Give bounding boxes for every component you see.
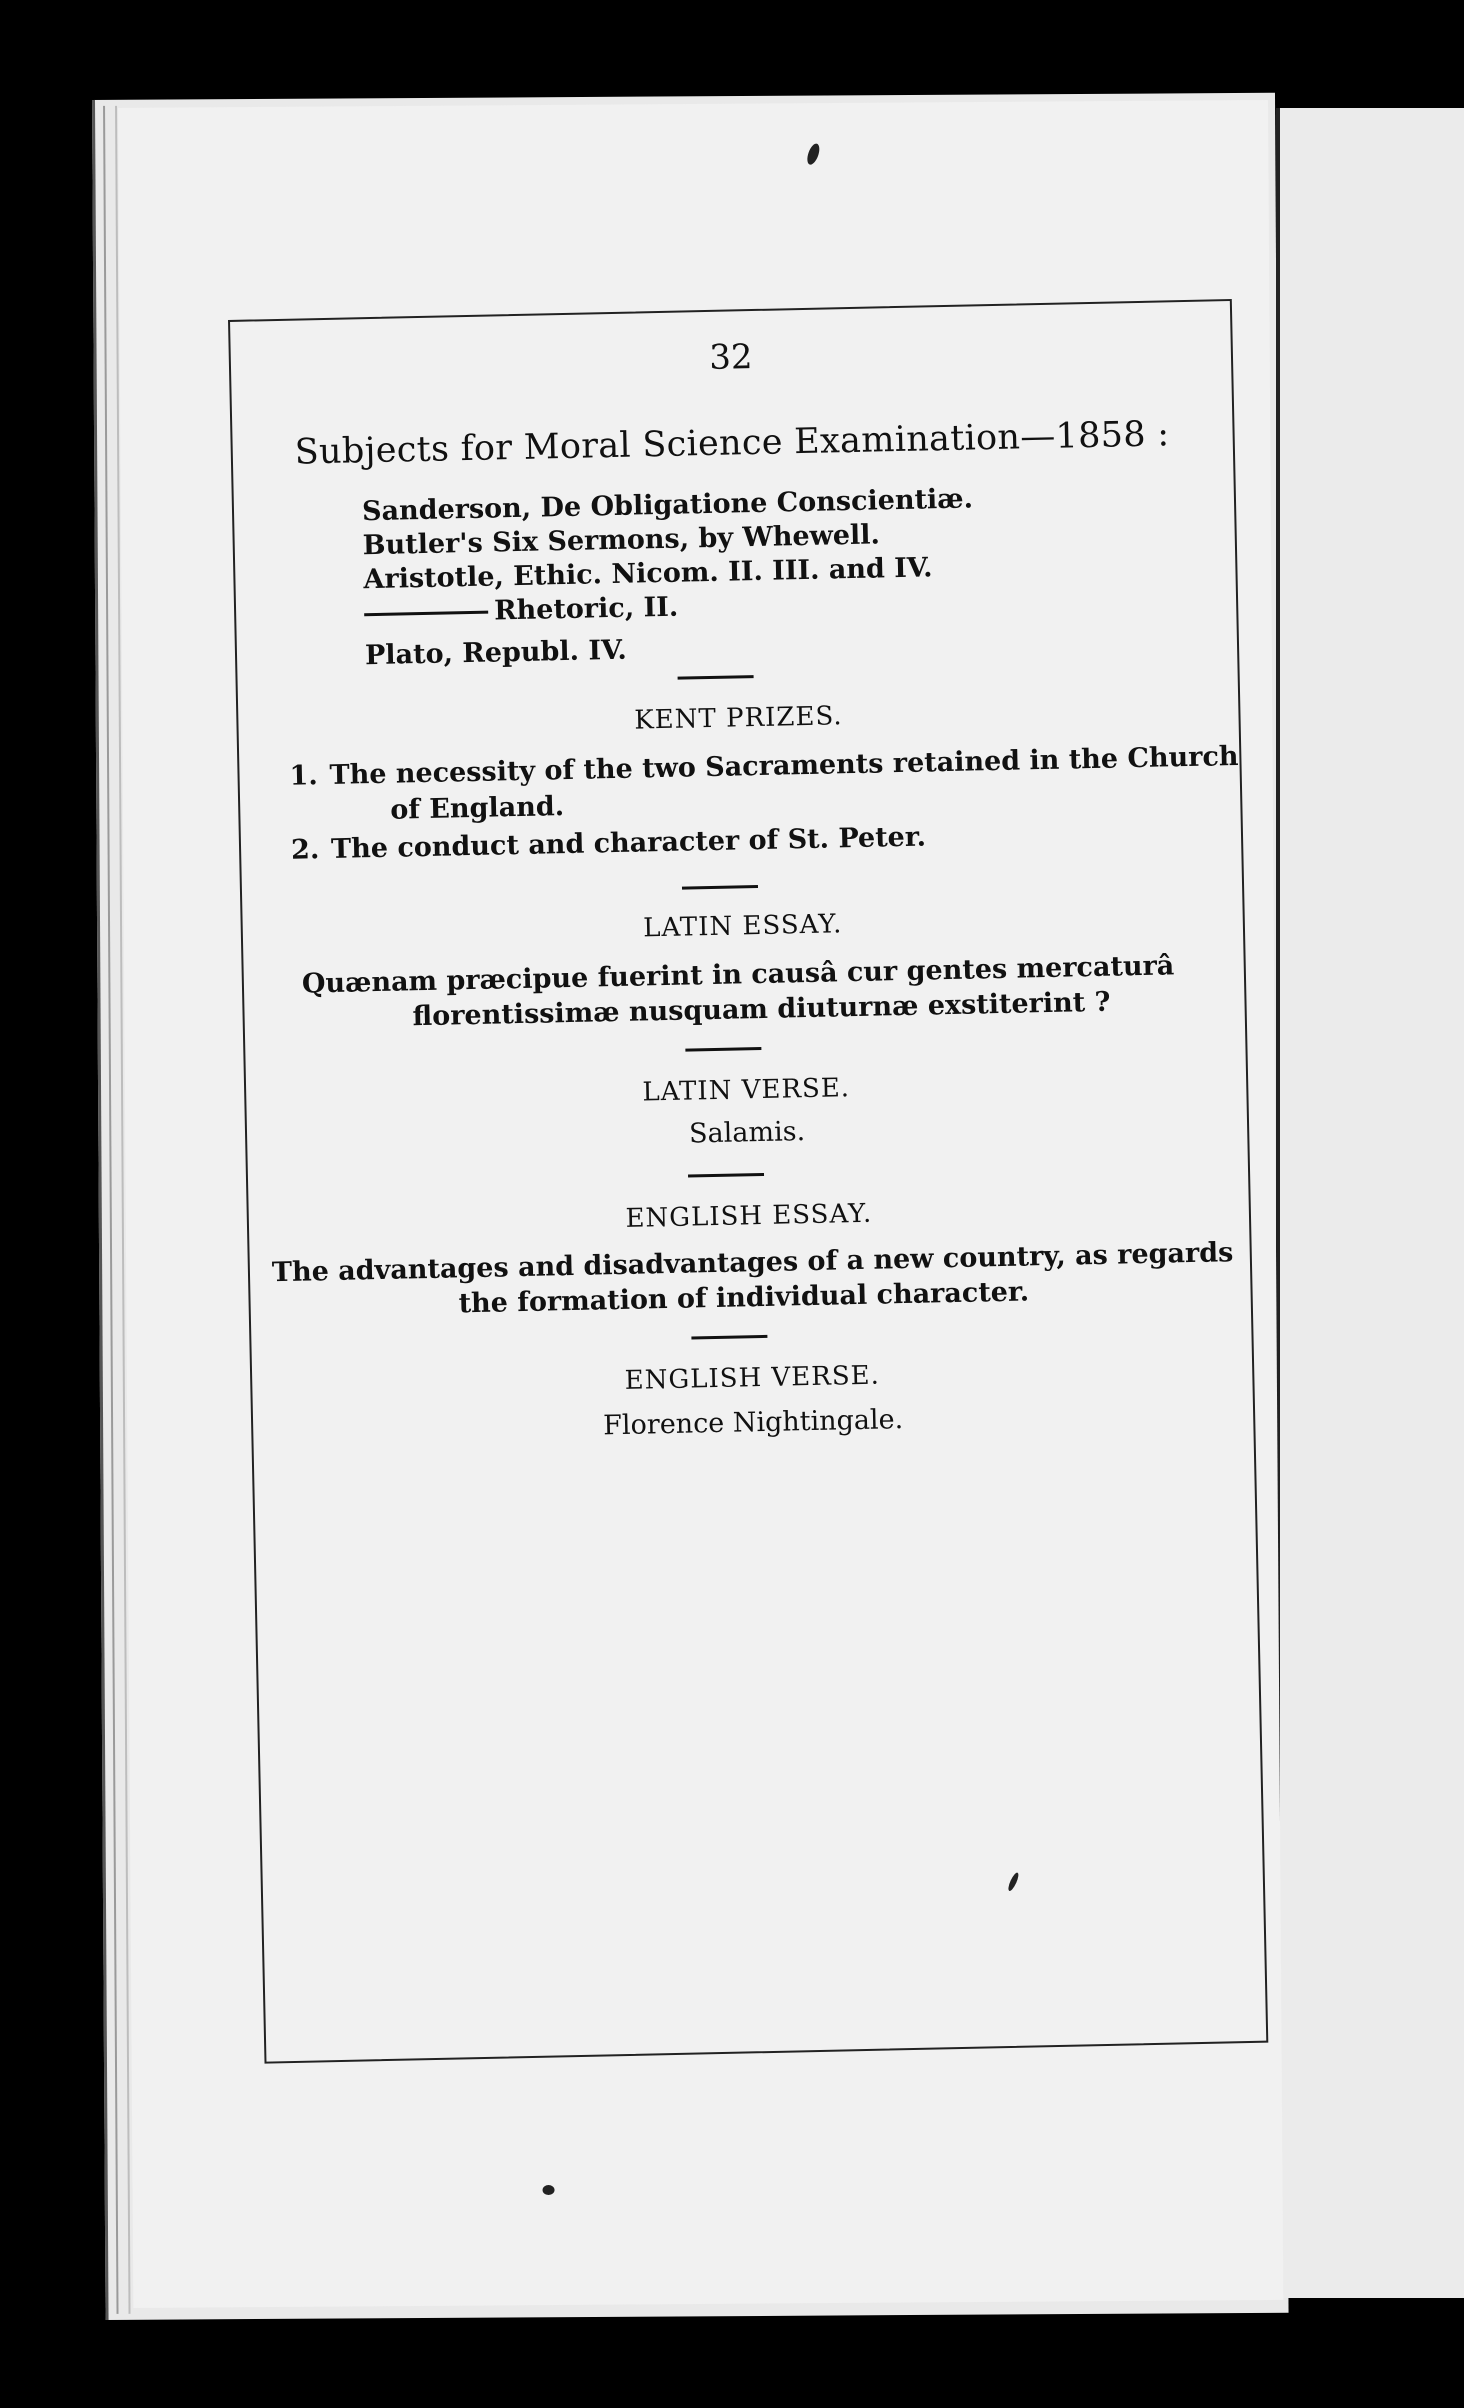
item-text: The conduct and character of St. Peter. [330,821,927,865]
moral-science-list [362,482,977,673]
english-essay-text [272,1235,1235,1325]
english-verse-subject: Florence Nightingale. [602,1404,904,1442]
kent-prizes-title: KENT PRIZES. [634,701,843,736]
list-item: Sanderson, De Obligatione Conscientiæ. [361,483,974,528]
latin-essay-text [302,948,1176,1036]
section-rule [678,675,754,680]
latin-essay-line: florentissimæ nusquam diuturnæ exstiterint ? [412,986,1111,1033]
english-essay-line: the formation of individual character. [458,1276,1030,1320]
item-text-continued: of England. [389,791,565,826]
main-heading: Subjects for Moral Science Examination—1858 : [294,414,1170,473]
latin-verse-title: LATIN VERSE. [642,1073,851,1108]
page-number: 32 [708,337,753,378]
section-rule [691,1335,767,1340]
list-item: Plato, Republ. IV. [364,634,627,672]
ink-speck [543,2185,555,2195]
latin-verse-subject: Salamis. [688,1116,806,1150]
ditto-dash [364,611,488,617]
latin-essay-title: LATIN ESSAY. [642,909,843,944]
item-number: 2. [290,834,320,866]
list-item: Butler's Six Sermons, by Whewell. [362,519,881,562]
list-item-text: Rhetoric, II. [493,591,679,627]
kent-prize-item [289,739,1239,831]
item-number: 1. [289,760,319,792]
facing-page-edge [1276,108,1464,2298]
ink-speck [805,142,822,166]
item-text: The necessity of the two Sacraments retained in the Church [329,740,1239,791]
section-rule [682,885,758,890]
english-essay-title: ENGLISH ESSAY. [625,1198,873,1234]
list-item: Aristotle, Ethic. Nicom. II. III. and IV. [363,552,933,596]
latin-essay-line: Quænam præcipue fuerint in causâ cur gentes mercaturâ [301,950,1175,1000]
section-rule [688,1173,764,1178]
printed-page-frame [228,299,1268,2064]
section-rule [685,1047,761,1052]
english-verse-title: ENGLISH VERSE. [624,1360,881,1396]
english-essay-line: The advantages and disadvantages of a new country, as regards [271,1237,1234,1289]
